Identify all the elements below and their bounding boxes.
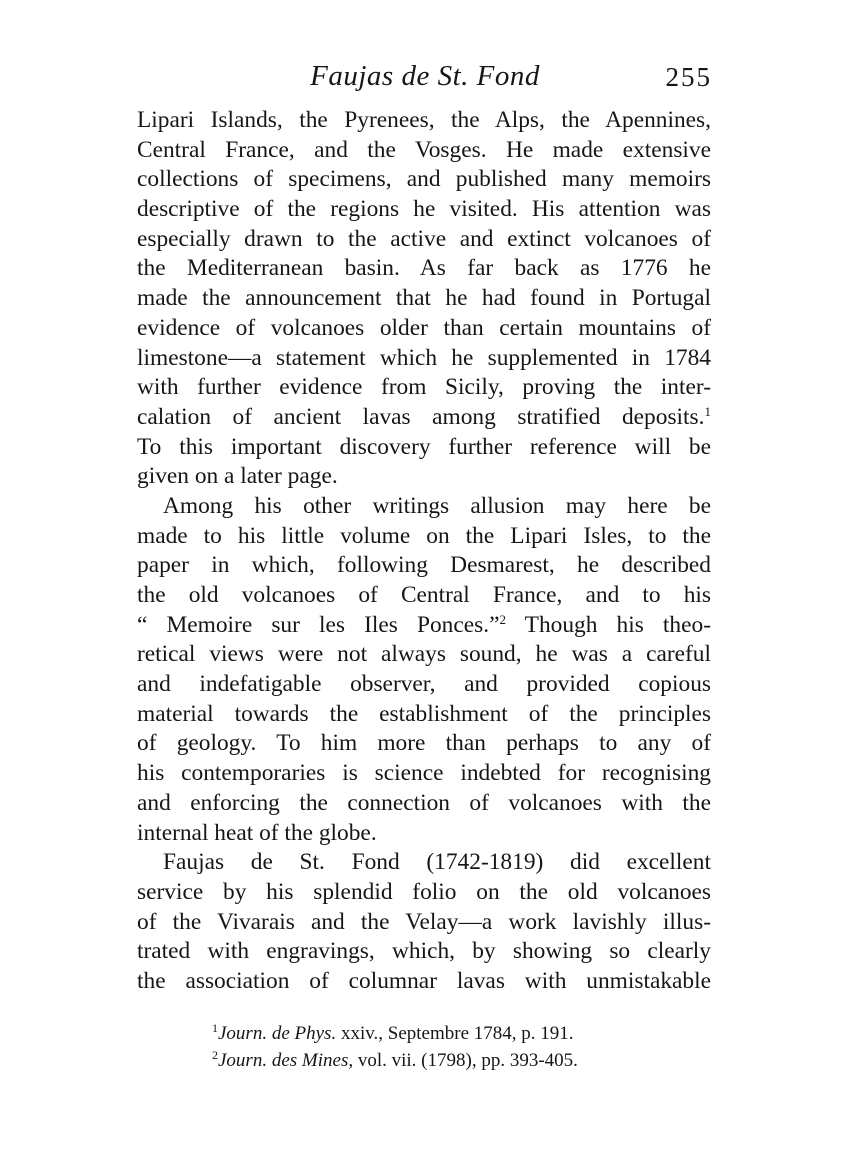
text-line: his contemporaries is science indebted for recognising	[137, 760, 711, 787]
text-line: evidence of volcanoes older than certain mountains of	[137, 314, 711, 341]
footnote-2	[212, 1047, 692, 1074]
text-line: the association of columnar lavas with unmistakable	[137, 967, 711, 994]
footnote-text: xxiv., Septembre 1784, p. 191.	[336, 1023, 574, 1044]
text-line: trated with engravings, which, by showing so clearly	[137, 938, 711, 965]
text-line: paper in which, following Desmarest, he described	[137, 552, 711, 579]
text-line: To this important discovery further reference will be	[137, 433, 711, 460]
footnote-ref-2: 2	[499, 611, 506, 627]
text-line: of the Vivarais and the Velay—a work lavishly illus-	[137, 908, 711, 935]
footnote-1	[212, 1020, 692, 1047]
footnote-source: Journ. des Mines,	[218, 1050, 354, 1071]
footnote-mark: 1	[212, 1021, 218, 1035]
text-line: especially drawn to the active and extinct volcanoes of	[137, 225, 711, 252]
text-line	[137, 611, 711, 641]
footnote-source: Journ. de Phys.	[218, 1023, 337, 1044]
page-header	[0, 60, 850, 100]
text-line: retical views were not always sound, he was a careful	[137, 641, 711, 668]
text-line: Lipari Islands, the Pyrenees, the Alps, the Apennines,	[137, 107, 711, 133]
footnote-mark: 2	[212, 1048, 218, 1062]
body-text	[137, 106, 711, 997]
running-title: Faujas de St. Fond	[310, 60, 540, 92]
text-segment: Though his theo-	[505, 611, 711, 638]
footnote-text: vol. vii. (1798), pp. 393-405.	[353, 1050, 578, 1071]
footnotes	[212, 1020, 692, 1074]
text-line: internal heat of the globe.	[137, 819, 377, 846]
text-line: made the announcement that he had found in Portugal	[137, 285, 711, 312]
text-line: with further evidence from Sicily, proving the inter-	[137, 374, 711, 401]
text-segment: calation of ancient lavas among stratified deposits.	[137, 403, 705, 430]
text-line: and indefatigable observer, and provided copious	[137, 671, 711, 698]
text-line: and enforcing the connection of volcanoes with the	[137, 789, 711, 816]
text-line: descriptive of the regions he visited. His attention was	[137, 196, 711, 223]
text-line: the old volcanoes of Central France, and to his	[137, 582, 711, 608]
text-line: limestone—a statement which he supplemented in 1784	[137, 344, 711, 371]
text-line: the Mediterranean basin. As far back as 1776 he	[137, 255, 711, 282]
page-number: 255	[665, 62, 712, 92]
text-line: Among his other writings allusion may here be	[163, 492, 711, 519]
text-segment: “ Memoire sur les Iles Ponces.”	[137, 611, 500, 638]
text-line: collections of specimens, and published many memoirs	[137, 166, 711, 193]
text-line: Central France, and the Vosges. He made extensive	[137, 136, 711, 163]
text-line	[137, 403, 711, 433]
text-line: made to his little volume on the Lipari Isles, to the	[137, 522, 711, 549]
footnote-ref-1: 1	[704, 403, 711, 419]
text-line: Faujas de St. Fond (1742-1819) did excellent	[163, 849, 711, 876]
text-line: material towards the establishment of the principles	[137, 700, 711, 727]
text-line: of geology. To him more than perhaps to any of	[137, 730, 711, 757]
text-line: service by his splendid folio on the old volcanoes	[137, 878, 711, 905]
text-line: given on a later page.	[137, 463, 338, 490]
